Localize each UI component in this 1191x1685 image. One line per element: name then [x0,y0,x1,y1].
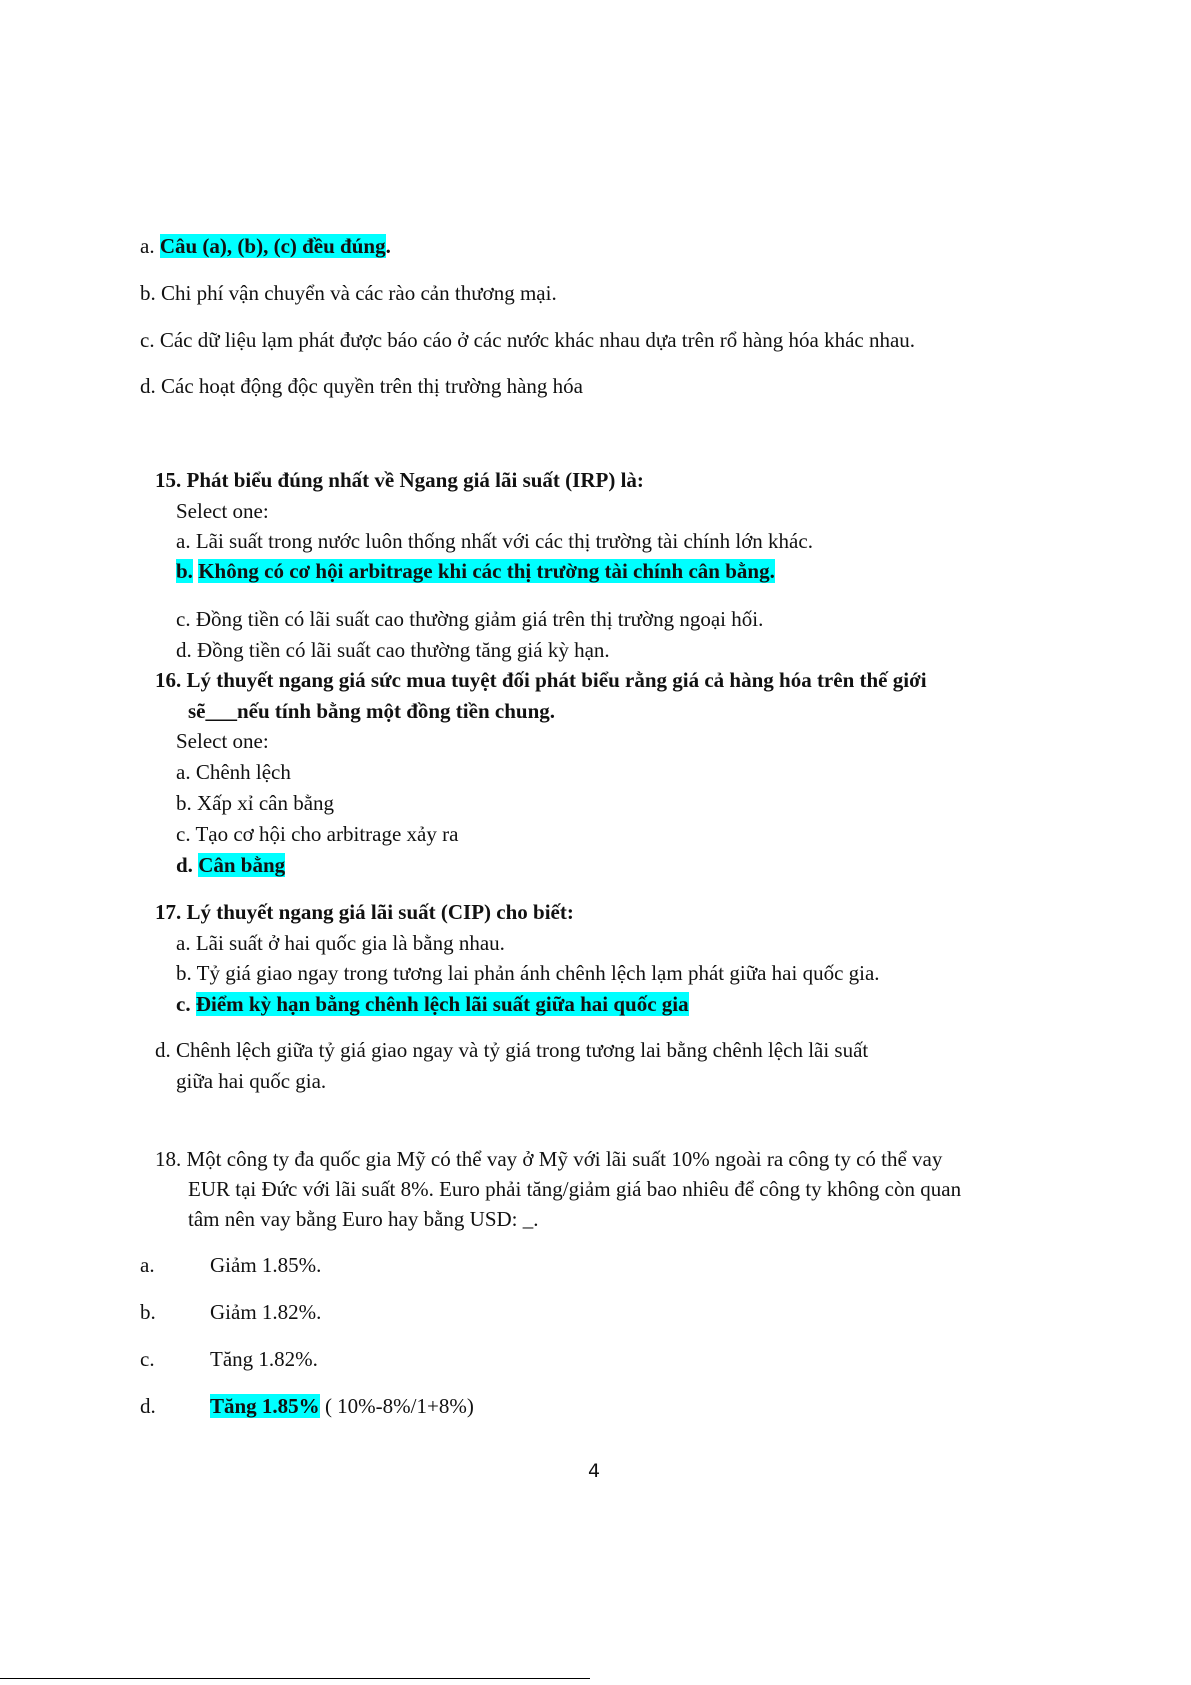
q16-option-b: b. Xấp xỉ cân bằng [176,791,335,815]
q15-option-c: c. Đồng tiền có lãi suất cao thường giảm giá trên thị trường ngoại hối. [176,607,764,631]
footer-rule [0,1678,590,1679]
option-label: c. [140,1347,155,1371]
correct-answer-highlight: Không có cơ hội arbitrage khi các thị trường tài chính cân bằng. [198,559,775,583]
option-tail: . [385,234,391,258]
q16-title-line2: sẽ___nếu tính bằng một đồng tiền chung. [188,699,555,723]
q17-option-d-line2: giữa hai quốc gia. [176,1069,327,1093]
q17-title: 17. Lý thuyết ngang giá lãi suất (CIP) cho biết: [155,900,574,924]
option-label: b. [140,1300,156,1324]
correct-answer-highlight: Điểm kỳ hạn bằng chênh lệch lãi suất giữa hai quốc gia [195,992,689,1016]
option-label: b. [176,559,193,583]
q18-option-b [140,1299,321,1325]
option-label: a. [140,234,155,258]
q18-option-c [140,1346,318,1372]
q17-option-c [176,991,689,1017]
correct-answer-highlight: Cân bằng [198,853,286,877]
q15-option-d: d. Đồng tiền có lãi suất cao thường tăng giá kỳ hạn. [176,638,610,662]
option-label: a. [140,1253,155,1277]
q17-option-d-line1: d. Chênh lệch giữa tỷ giá giao ngay và tỷ giá trong tương lai bằng chênh lệch lãi suất [155,1038,869,1062]
option-label: d. [176,853,193,877]
q18-option-a [140,1252,321,1278]
option-text: Giảm 1.85%. [210,1253,322,1277]
q18-title-line2: EUR tại Đức với lãi suất 8%. Euro phải tăng/giảm giá bao nhiêu để công ty không còn quan [188,1177,962,1201]
q17-option-b: b. Tỷ giá giao ngay trong tương lai phản ánh chênh lệch lạm phát giữa hai quốc gia. [176,961,880,985]
option-label: d. [140,1394,156,1418]
q15-option-b [176,558,775,584]
option-text: Tăng 1.82%. [210,1347,318,1371]
correct-answer-highlight: Tăng 1.85% [210,1394,320,1418]
q16-option-c: c. Tạo cơ hội cho arbitrage xảy ra [176,822,459,846]
q15-title: 15. Phát biểu đúng nhất về Ngang giá lãi suất (IRP) là: [155,468,644,492]
q18-option-d [140,1393,474,1419]
option-text: Giảm 1.82%. [210,1300,322,1324]
prev-option-a [140,233,391,259]
prev-option-b: b. Chi phí vận chuyển và các rào cản thương mại. [140,281,557,305]
q16-option-d [176,852,285,878]
q18-title-line1: 18. Một công ty đa quốc gia Mỹ có thể vay ở Mỹ với lãi suất 10% ngoài ra công ty có thể vay [155,1147,943,1171]
q15-select-one: Select one: [176,499,269,523]
answer-note: ( 10%-8%/1+8%) [319,1394,474,1418]
q16-title-line1: 16. Lý thuyết ngang giá sức mua tuyệt đối phát biểu rằng giá cả hàng hóa trên thế giới [155,668,927,692]
option-label: c. [176,992,191,1016]
q15-option-a: a. Lãi suất trong nước luôn thống nhất với các thị trường tài chính lớn khác. [176,529,813,553]
prev-option-c: c. Các dữ liệu lạm phát được báo cáo ở các nước khác nhau dựa trên rổ hàng hóa khác nhau. [140,328,916,352]
q16-option-a: a. Chênh lệch [176,760,291,784]
q16-select-one: Select one: [176,729,269,753]
q17-option-a: a. Lãi suất ở hai quốc gia là bằng nhau. [176,931,505,955]
page-number: 4 [588,1460,601,1482]
q18-title-line3: tâm nên vay bằng Euro hay bằng USD: _. [188,1207,539,1231]
prev-option-d: d. Các hoạt động độc quyền trên thị trường hàng hóa [140,374,583,398]
correct-answer-highlight: Câu (a), (b), (c) đều đúng [159,234,386,258]
